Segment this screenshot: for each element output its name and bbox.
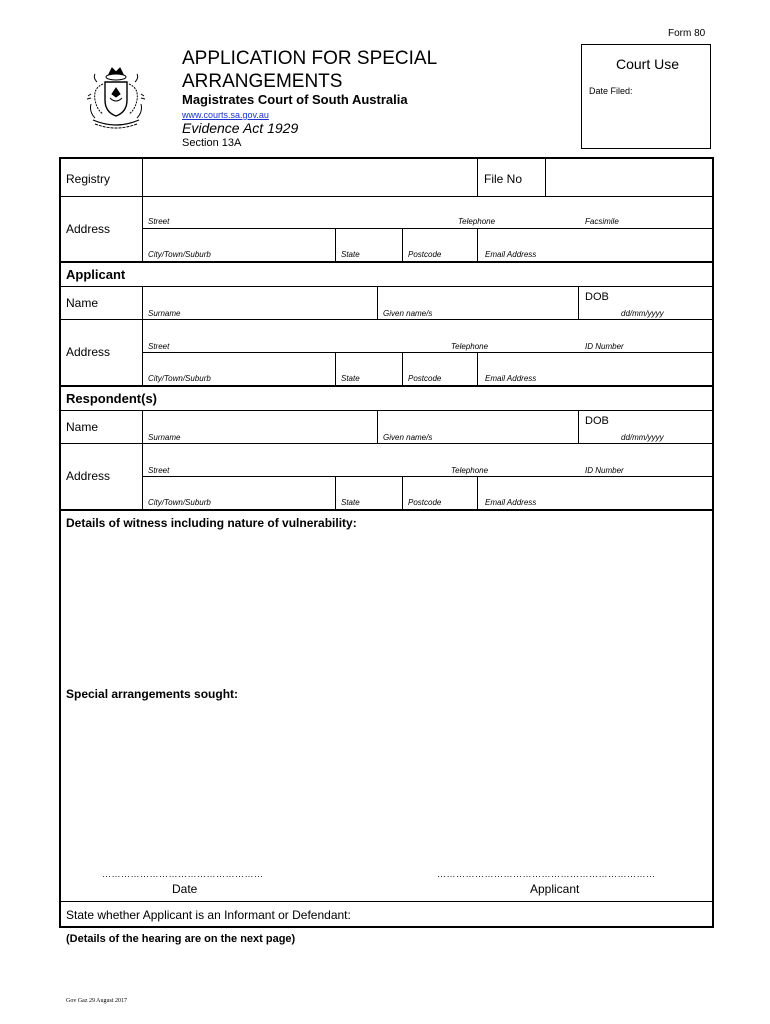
applicant-street-caption: Street bbox=[148, 342, 170, 351]
rule bbox=[59, 901, 714, 902]
special-arrangements-heading: Special arrangements sought: bbox=[66, 687, 239, 701]
witness-details-field[interactable] bbox=[61, 536, 712, 684]
respondent-email-caption: Email Address bbox=[485, 498, 537, 507]
registry-state-caption: State bbox=[341, 250, 360, 259]
registry-address-label: Address bbox=[66, 222, 111, 236]
court-crest-icon bbox=[85, 64, 147, 132]
respondent-state-caption: State bbox=[341, 498, 360, 507]
applicant-signature-label: Applicant bbox=[530, 882, 580, 896]
respondent-name-field[interactable] bbox=[143, 411, 713, 443]
form-title bbox=[182, 47, 437, 93]
rule bbox=[59, 261, 714, 263]
registry-label: Registry bbox=[66, 172, 111, 186]
respondent-surname-caption: Surname bbox=[148, 433, 181, 442]
rule bbox=[59, 509, 714, 511]
registry-city-caption: City/Town/Suburb bbox=[148, 250, 211, 259]
applicant-dob-format: dd/mm/yyyy bbox=[621, 309, 664, 318]
next-page-note: (Details of the hearing are on the next page) bbox=[66, 933, 296, 945]
registry-street-caption: Street bbox=[148, 217, 170, 226]
registry-city-field[interactable] bbox=[143, 229, 713, 261]
applicant-postcode-caption: Postcode bbox=[408, 374, 442, 383]
applicant-telephone-caption: Telephone bbox=[451, 342, 489, 351]
respondent-dob-label: DOB bbox=[585, 415, 609, 427]
informant-answer-field[interactable] bbox=[350, 903, 712, 926]
court-use-title: Court Use bbox=[616, 56, 680, 72]
witness-details-heading: Details of witness including nature of vulnerability: bbox=[66, 516, 357, 530]
act-name: Evidence Act 1929 bbox=[182, 120, 299, 136]
applicant-signature-field[interactable] bbox=[435, 862, 675, 882]
registry-field[interactable] bbox=[143, 158, 476, 196]
applicant-address-label: Address bbox=[66, 345, 111, 359]
registry-street-field[interactable] bbox=[143, 197, 713, 228]
informant-question: State whether Applicant is an Informant or Defendant: bbox=[66, 908, 351, 922]
date-signature-field[interactable] bbox=[100, 862, 270, 882]
applicant-name-label: Name bbox=[66, 296, 99, 310]
respondent-city-caption: City/Town/Suburb bbox=[148, 498, 211, 507]
applicant-surname-caption: Surname bbox=[148, 309, 181, 318]
form-number: Form 80 bbox=[668, 28, 706, 39]
rule bbox=[477, 157, 478, 197]
registry-postcode-caption: Postcode bbox=[408, 250, 442, 259]
respondent-postcode-caption: Postcode bbox=[408, 498, 442, 507]
date-filed-label: Date Filed: bbox=[589, 86, 633, 96]
date-signature-label: Date bbox=[172, 882, 198, 896]
respondent-telephone-caption: Telephone bbox=[451, 466, 489, 475]
registry-telephone-caption: Telephone bbox=[458, 217, 496, 226]
rule bbox=[59, 385, 714, 387]
respondent-id-caption: ID Number bbox=[585, 466, 624, 475]
applicant-given-names-caption: Given name/s bbox=[383, 309, 433, 318]
respondent-street-field[interactable] bbox=[143, 444, 713, 476]
date-signature-line: …………………………………………… bbox=[102, 869, 264, 879]
special-arrangements-field[interactable] bbox=[61, 706, 712, 866]
registry-facsimile-caption: Facsimile bbox=[585, 217, 619, 226]
applicant-city-field[interactable] bbox=[143, 353, 713, 385]
applicant-id-caption: ID Number bbox=[585, 342, 624, 351]
applicant-street-field[interactable] bbox=[143, 320, 713, 352]
file-no-label: File No bbox=[484, 172, 523, 186]
applicant-signature-line: …………………………………………………………… bbox=[437, 869, 656, 879]
respondent-city-field[interactable] bbox=[143, 477, 713, 509]
applicant-city-caption: City/Town/Suburb bbox=[148, 374, 211, 383]
court-use-box bbox=[581, 44, 711, 149]
file-no-field[interactable] bbox=[546, 158, 712, 196]
applicant-name-field[interactable] bbox=[143, 287, 713, 319]
respondent-given-names-caption: Given name/s bbox=[383, 433, 433, 442]
applicant-state-caption: State bbox=[341, 374, 360, 383]
act-section: Section 13A bbox=[182, 137, 242, 149]
form-title-line-1: APPLICATION FOR SPECIAL bbox=[182, 48, 438, 69]
respondent-dob-format: dd/mm/yyyy bbox=[621, 433, 664, 442]
form-title-line-2: ARRANGEMENTS bbox=[182, 71, 343, 92]
respondent-address-label: Address bbox=[66, 469, 111, 483]
court-name: Magistrates Court of South Australia bbox=[182, 92, 408, 107]
respondent-name-label: Name bbox=[66, 420, 99, 434]
respondent-street-caption: Street bbox=[148, 466, 170, 475]
court-website-link[interactable]: www.courts.sa.gov.au bbox=[182, 110, 269, 120]
applicant-email-caption: Email Address bbox=[485, 374, 537, 383]
applicant-heading: Applicant bbox=[66, 267, 126, 282]
gazette-footer: Gov Gaz 29 August 2017 bbox=[66, 998, 127, 1004]
registry-email-caption: Email Address bbox=[485, 250, 537, 259]
applicant-dob-label: DOB bbox=[585, 291, 609, 303]
respondent-heading: Respondent(s) bbox=[66, 391, 157, 406]
